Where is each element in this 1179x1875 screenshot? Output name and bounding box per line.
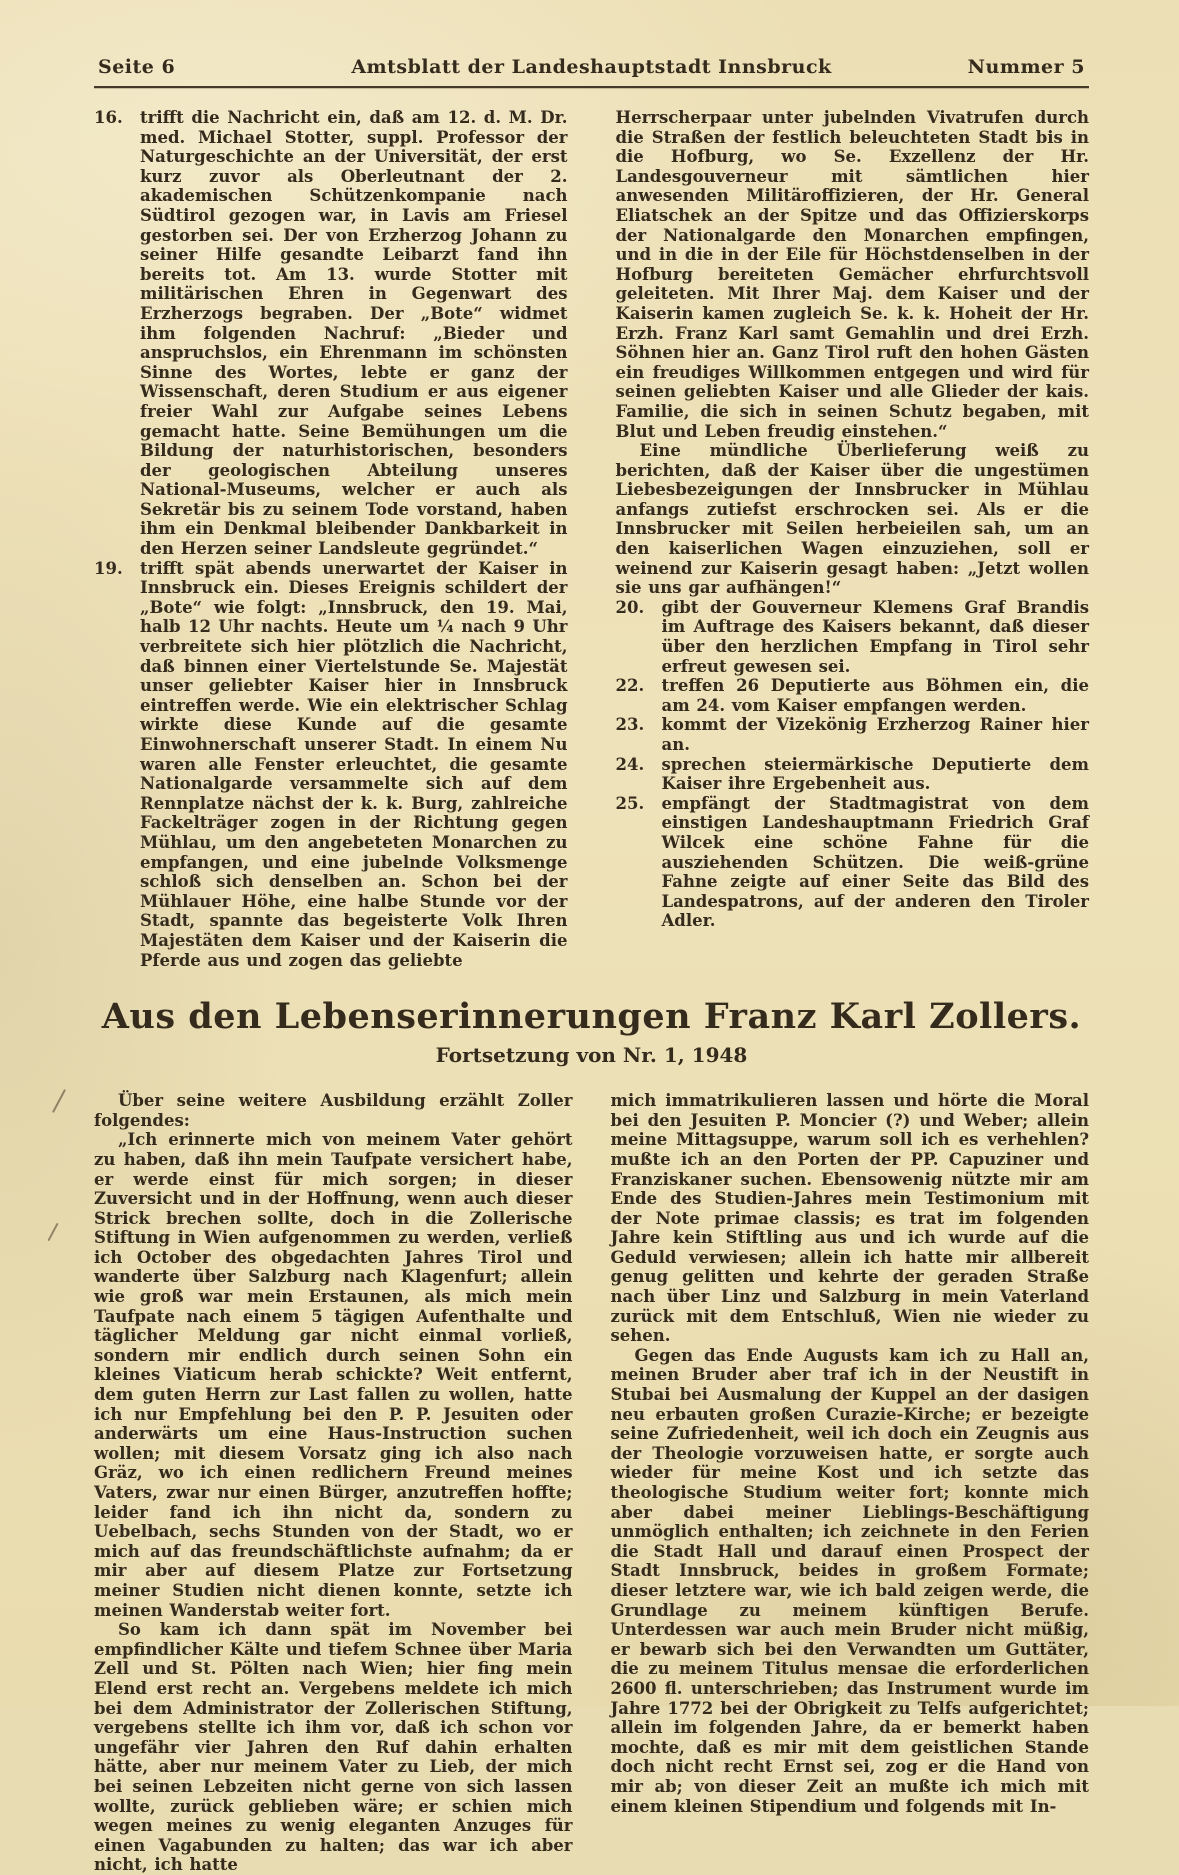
entry-number: 19. <box>94 558 123 578</box>
entry-number: 20. <box>615 597 645 617</box>
entry-number: 23. <box>615 715 645 735</box>
entry-number: 16. <box>94 108 123 127</box>
article-paragraph: mich immatrikulieren lassen und hörte die Moral bei den Jesuiten P. Moncier (?) und Weber; allein meine Mittagsuppe, warum soll ich es verhehlen? mußte ich an den Porten der PP. Capuziner und Franziskaner suchen. Ebensowenig nützte mir am Ende des Studien-Jahres mein Testimonium mit der Note primae classis; es trat im folgenden Jahre kein Stiftling aus und ich wurde auf die Geduld verwiesen; allein ich hatte mir allbereit genug gelitten und kehrte der geraden Straße nach über Linz und Salzburg in mein Vaterland zurück mit dem Entschluß, Wien nie wieder zu sehen. <box>610 1091 1089 1346</box>
chronicle-entry-16 <box>94 108 568 559</box>
entry-text: gibt der Gouverneur Klemens Graf Brandis im Auftrage des Kaisers bekannt, daß dieser über den herzlichen Empfang in Tirol sehr erfreut gewesen sei. <box>661 597 1089 676</box>
article-title: Aus den Lebenserinnerungen Franz Karl Zollers. <box>101 996 1082 1038</box>
entry-number: 22. <box>615 676 645 696</box>
chronicle-section <box>94 108 1089 970</box>
entry-text: trifft die Nachricht ein, daß am 12. d. M. Dr. med. Michael Stotter, suppl. Professor der Naturgeschichte an der Universität, der erst kurz zuvor als Oberleutnant der 2. akademischen Schützenkompanie nach Südtirol gezogen war, in Lavis am Friesel gestorben sei. Der von Erzherzog Johann zu seiner Hilfe gesandte Leibarzt fand ihn bereits tot. Am 13. wurde Stotter mit militärischen Ehren in Gegenwart des Erzherzogs begraben. Der „Bote“ widmet ihm folgenden Nachruf: „Bieder und anspruchslos, ein Ehrenmann im schönsten Sinne des Wortes, lebte er ganz der Wissenschaft, deren Studium er aus eigener freier Wahl zur Aufgabe seines Lebens gemacht hatte. Seine Bemühungen um die Bildung der naturhistorischen, besonders der geologischen Abteilung unseres National-Museums, welcher er auch als Sekretär bis zu seinem Tode vorstand, haben ihm ein Denkmal bleibender Dankbarkeit in den Herzen seiner Landsleute gegründet.“ <box>140 108 568 559</box>
margin-pen-mark <box>47 1223 58 1242</box>
margin-pen-mark <box>52 1089 66 1113</box>
anecdote-paragraph: Eine mündliche Überlieferung weiß zu berichten, daß der Kaiser über die ungestümen Liebesbezeigungen der Innsbrucker in Mühlau anfangs zutiefst erschrocken sei. Als er die Innsbrucker mit Seilen herbeieilen sah, um an den kaiserlichen Wagen einzuziehen, soll er weinend zur Kaiserin gesagt haben: „Jetzt wollen sie uns gar aufhängen!“ <box>615 441 1089 598</box>
article-left-column <box>94 1091 573 1875</box>
article-paragraph: Gegen das Ende Augusts kam ich zu Hall an, meinen Bruder aber traf ich in der Neustift in Stubai bei Ausmalung der Kuppel an der dasigen neu erbauten großen Curazie-Kirche; er bezeigte seine Zufriedenheit, weil ich doch ein Zeugnis aus der Theologie vorzuweisen hatte, er sorgte auch wieder für meine Kost und ich setzte das theologische Studium weiter fort; konnte mich aber dabei meiner Lieblings-Beschäftigung unmöglich enthalten; ich zeichnete in den Ferien die Stadt Hall und darauf einen Prospect der Stadt Innsbruck, beides in großem Formate; dieser letztere war, wie ich bald zeigen werde, die Grundlage zu meinem künftigen Berufe. Unterdessen war auch mein Bruder nicht müßig, er bewarb sich bei den Verwandten um Guttäter, die zu meinem Titulus mensae die erforderlichen 2600 fl. unterschrieben; das Instrument wurde im Jahre 1772 bei der Obrigkeit zu Telfs aufgerichtet; allein im folgenden Jahre, da er bemerkt haben mochte, daß es mir mit dem geistlichen Stande doch nicht recht Ernst sei, zog er die Hand von mir ab; von dieser Zeit an mußte ich mich mit einem kleinen Stipendium und folgends mit In- <box>610 1345 1089 1816</box>
chronicle-right-column <box>606 108 1090 970</box>
chronicle-entry-24 <box>616 755 1090 794</box>
chronicle-entry-19 <box>94 559 568 970</box>
header-rule <box>94 86 1089 88</box>
entry-text: trifft spät abends unerwartet der Kaiser in Innsbruck ein. Dieses Ereignis schildert der „Bote“ wie folgt: „Innsbruck, den 19. Mai, halb 12 Uhr nachts. Heute um ¼ nach 9 Uhr verbreitete sich hier plötzlich die Nachricht, daß binnen einer Viertelstunde Se. Majestät unser geliebter Kaiser hier in Innsbruck eintreffen werde. Wie ein elektrischer Schlag wirkte diese Kunde auf die gesamte Einwohnerschaft unserer Stadt. In einem Nu waren alle Fenster erleuchtet, die gesamte Nationalgarde versammelte sich auf dem Rennplatze nächst der k. k. Burg, zahlreiche Fackelträger zogen in der Richtung gegen Mühlau, um den angebeteten Monarchen zu empfangen, und eine jubelnde Volksmenge schloß sich denselben an. Schon bei der Mühlauer Höhe, eine halbe Stunde vor der Stadt, spannte das begeisterte Volk Ihren Majestäten dem Kaiser und der Kaiserin die Pferde aus und zogen das geliebte <box>140 558 568 970</box>
issue-number-label: Nummer 5 <box>967 56 1085 78</box>
article-section <box>94 1091 1089 1875</box>
page-number-label: Seite 6 <box>98 56 176 78</box>
article-right-column <box>611 1091 1090 1875</box>
chronicle-entry-23 <box>616 715 1090 754</box>
entry-text: empfängt der Stadtmagistrat von dem einstigen Landeshauptmann Friedrich Graf Wilcek eine schöne Fahne für die ausziehenden Schützen. Die weiß-grüne Fahne zeigte auf einer Seite das Bild des Landespatrons, auf der anderen den Tiroler Adler. <box>661 793 1089 931</box>
continuation-paragraph: Herrscherpaar unter jubelnden Vivatrufen durch die Straßen der festlich beleuchteten Stadt bis in die Hofburg, wo Se. Exzellenz der Hr. Landesgouverneur mit sämtlichen hier anwesenden Militäroffizieren, der Hr. General Eliatschek an der Spitze und das Offizierskorps der Nationalgarde den Monarchen empfingen, und in die in der Eile für Höchstdenselben in der Hofburg bereiteten Gemächer ehrfurchtsvoll geleiteten. Mit Ihrer Maj. dem Kaiser und der Kaiserin kamen zugleich Se. k. k. Hoheit der Hr. Erzh. Franz Karl samt Gemahlin und drei Erzh. Söhnen hier an. Ganz Tirol ruft den hohen Gästen ein freudiges Willkommen entgegen und wird für seinen geliebten Kaiser und alle Glieder der kais. Familie, die sich in seinen Schutz begaben, mit Blut und Leben freudig einstehen.“ <box>615 108 1089 441</box>
article-paragraph: So kam ich dann spät im November bei empfindlicher Kälte und tiefem Schnee über Maria Zell und St. Pölten nach Wien; hier fing mein Elend erst recht an. Vergebens meldete ich mich bei dem Administrator der Zollerischen Stiftung, vergebens stellte ich ihm vor, daß ich schon vor ungefähr vier Jahren den Ruf dahin erhalten hätte, aber nur meinem Vater zu Lieb, der mich bei seinen Lebzeiten nicht gerne von sich lassen wollte, zurück geblieben wäre; er schien mich wegen meines zu wenig eleganten Anzuges für einen Vagabunden zu halten; das war ich aber nicht, ich hatte <box>94 1620 573 1875</box>
chronicle-entry-22 <box>616 676 1090 715</box>
entry-number: 25. <box>615 793 645 813</box>
masthead-title: Amtsblatt der Landeshauptstadt Innsbruck <box>351 56 832 78</box>
entry-text: sprechen steiermärkische Deputierte dem Kaiser ihre Ergebenheit aus. <box>661 754 1089 794</box>
chronicle-entry-20 <box>616 598 1090 676</box>
article-subtitle: Fortsetzung von Nr. 1, 1948 <box>435 1043 748 1068</box>
page-header <box>94 56 1089 84</box>
entry-text: kommt der Vizekönig Erzherzog Rainer hier an. <box>661 715 1089 754</box>
chronicle-entry-25 <box>616 794 1090 931</box>
entry-number: 24. <box>615 754 645 774</box>
entry-text: treffen 26 Deputierte aus Böhmen ein, die am 24. vom Kaiser empfangen werden. <box>661 676 1089 715</box>
article-paragraph: „Ich erinnerte mich von meinem Vater gehört zu haben, daß ihn mein Taufpate versichert habe, er werde einst für mich sorgen; in dieser Zuversicht und in der Hoffnung, wenn auch dieser Strick brechen sollte, doch in die Zollerische Stiftung in Wien aufgenommen zu werden, verließ ich October des obgedachten Jahres Tirol und wanderte über Salzburg nach Klagenfurt; allein wie groß war mein Erstaunen, als mich mein Taufpate nach einem 5 tägigen Aufenthalte und täglicher Meldung gar nicht einmal vorließ, sondern mir endlich durch seinen Sohn ein kleines Viaticum herab schickte? Weit entfernt, dem guten Herrn zur Last fallen zu wollen, hatte ich nur Empfehlung bei den P. P. Jesuiten oder anderwärts um eine Haus-Instruction suchen wollen; mit diesem Vorsatz ging ich also nach Gräz, wo ich einen redlichern Freund meines Vaters, zwar nur einen Bürger, anzutreffen hoffte; leider fand ich ihn nicht da, sondern zu Uebelbach, sechs Stunden von der Stadt, wo er mich auf das freundschäftlichste aufnahm; da er mir aber auf diesem Platze zur Fortsetzung meiner Studien nicht dienen konnte, setzte ich meinen Wanderstab weiter fort. <box>94 1130 573 1620</box>
chronicle-left-column <box>94 108 568 970</box>
article-paragraph: Über seine weitere Ausbildung erzählt Zoller folgendes: <box>94 1091 573 1130</box>
